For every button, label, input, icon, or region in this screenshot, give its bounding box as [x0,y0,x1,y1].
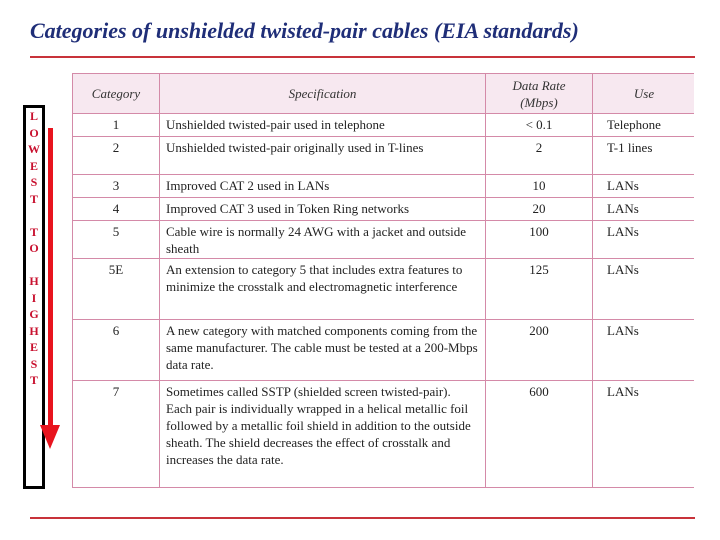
cell-category: 3 [73,175,160,198]
cell-data-rate: 10 [486,175,593,198]
cell-use: T-1 lines [593,137,695,175]
cell-specification: Sometimes called SSTP (shielded screen twisted-pair). Each pair is individually wrapped in a helical metallic foil followed by a metallic foil shield in addition to the outside sheath. The shield decreases the effect of crosstalk and increases the data rate. [160,381,486,488]
cell-data-rate: < 0.1 [486,114,593,137]
cell-specification: Cable wire is normally 24 AWG with a jacket and outside sheath [160,221,486,259]
utp-categories-table-wrap [72,73,694,510]
header-data-rate-line1: Data Rate [512,77,566,93]
down-arrow-shaft [48,128,53,432]
cell-specification: Improved CAT 2 used in LANs [160,175,486,198]
side-label-letter: H [29,323,39,338]
cell-data-rate: 20 [486,198,593,221]
cell-category: 7 [73,381,160,488]
table-row [73,381,695,488]
cell-category: 1 [73,114,160,137]
cell-use: LANs [593,175,695,198]
side-label-letter: O [29,241,39,255]
side-label-letter: L [29,109,38,123]
slide-title: Categories of unshielded twisted-pair cables (EIA standards) [30,18,579,43]
cell-data-rate: 200 [486,320,593,381]
cell-specification: Improved CAT 3 used in Token Ring networks [160,198,486,221]
footer-rule [30,517,695,519]
table-body [73,114,695,488]
cell-category: 6 [73,320,160,381]
side-label-letter: E [29,158,38,173]
title-rule [30,56,695,58]
side-label-letter: T [29,191,38,206]
down-arrow-icon [40,425,60,449]
utp-categories-table [72,73,694,488]
cell-specification: Unshielded twisted-pair used in telephone [160,114,486,137]
cell-data-rate: 100 [486,221,593,259]
cell-use: LANs [593,198,695,221]
cell-data-rate: 125 [486,259,593,320]
cell-use: LANs [593,259,695,320]
cell-category: 5E [73,259,160,320]
side-label-letter: G [29,307,39,321]
cell-use: LANs [593,381,695,488]
cell-use: LANs [593,320,695,381]
side-label-letter: T [29,224,38,239]
header-data-rate [486,74,593,114]
table-header-row [73,74,695,114]
table-row [73,175,695,198]
table-row [73,137,695,175]
header-category: Category [73,74,160,114]
cell-category: 5 [73,221,160,259]
table-row [73,320,695,381]
header-use: Use [593,74,695,114]
cell-specification: An extension to category 5 that includes extra features to minimize the crosstalk and electromagnetic interference [160,259,486,320]
side-label-letter: S [30,356,38,371]
cell-specification: Unshielded twisted-pair originally used in T-lines [160,137,486,175]
table-row [73,114,695,137]
header-data-rate-line2: (Mbps) [520,94,558,110]
side-label-letter: S [30,175,38,189]
cell-specification: A new category with matched components coming from the same manufacturer. The cable must be tested at a 200-Mbps data rate. [160,320,486,381]
cell-use: LANs [593,221,695,259]
cell-use: Telephone [593,114,695,137]
cell-data-rate: 600 [486,381,593,488]
side-label-letter: T [29,373,38,387]
side-label-letter: O [29,125,39,140]
table-row [73,198,695,221]
cell-data-rate: 2 [486,137,593,175]
side-label-letter: H [29,274,39,288]
side-label-letter: E [29,340,38,354]
header-specification: Specification [160,74,486,114]
cell-category: 4 [73,198,160,221]
side-label-letter: W [28,142,40,156]
cell-category: 2 [73,137,160,175]
table-row [73,259,695,320]
side-label-letter: I [31,290,37,305]
table-row [73,221,695,259]
